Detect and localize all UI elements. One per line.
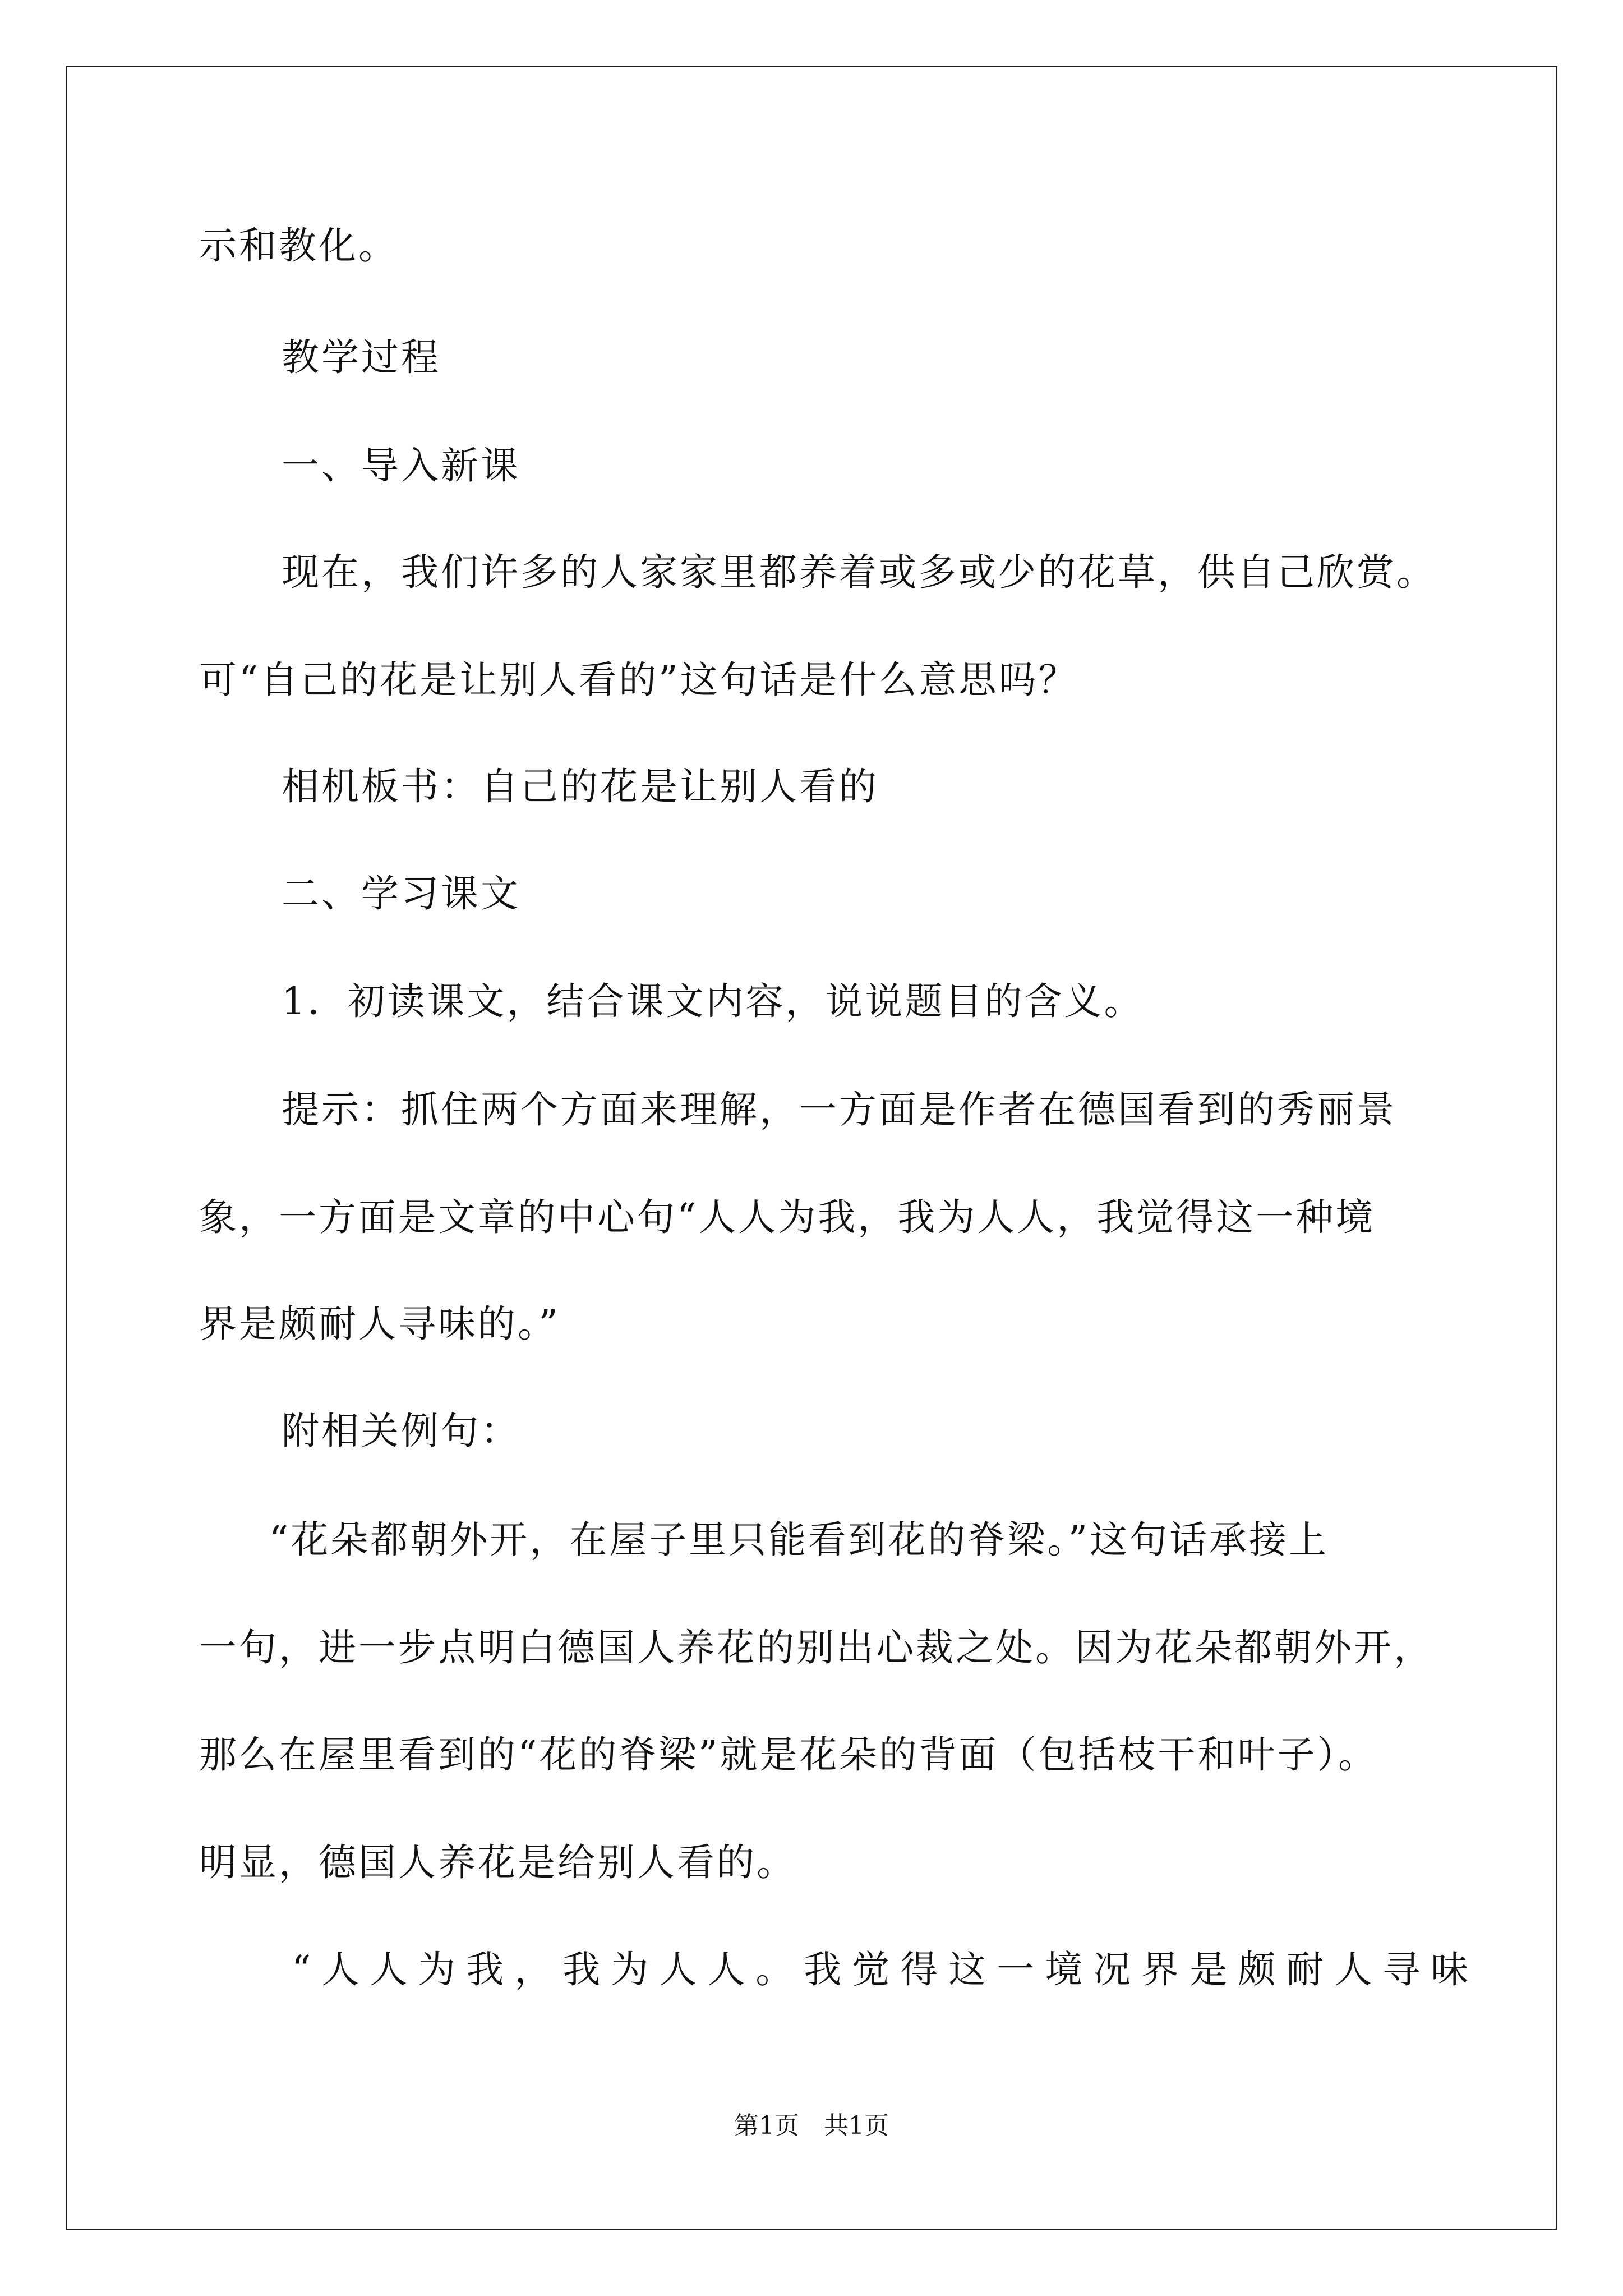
page-border	[66, 66, 1557, 2230]
section-heading: 教学过程	[282, 335, 441, 379]
text-line: 附相关例句：	[282, 1409, 520, 1453]
text-line: 明显，德国人养花是给别人看的。	[199, 1841, 796, 1884]
text-line: 现在，我们许多的人家家里都养着或多或少的花草，供自己欣赏。	[282, 550, 1436, 594]
text-line: 界是颇耐人寻味的。”	[199, 1302, 560, 1346]
text-line: 1．初读课文，结合课文内容，说说题目的含义。	[282, 979, 1144, 1023]
text-line: 象，一方面是文章的中心句“人人为我，我为人人，我觉得这一种境	[199, 1195, 1376, 1239]
page-footer: 第1页 共1页	[734, 2111, 889, 2140]
text-line: “花朵都朝外开，在屋子里只能看到花的脊梁。”这句话承接上	[269, 1518, 1329, 1562]
text-line: 相机板书：自己的花是让别人看的	[282, 765, 879, 808]
text-line: “人人为我，我为人人。我觉得这一境况界是颇耐人寻味	[292, 1948, 1479, 1991]
text-line: 可“自己的花是让别人看的”这句话是什么意思吗？	[199, 658, 1078, 702]
text-line: 一句，进一步点明白德国人养花的别出心裁之处。因为花朵都朝外开，	[199, 1626, 1433, 1669]
section-heading: 二、学习课文	[282, 872, 520, 915]
text-line: 那么在屋里看到的“花的脊梁”就是花朵的背面（包括枝干和叶子）。	[199, 1733, 1378, 1777]
text-line: 示和教化。	[199, 224, 398, 268]
text-line: 提示：抓住两个方面来理解，一方面是作者在德国看到的秀丽景	[282, 1088, 1396, 1131]
section-heading: 一、导入新课	[282, 444, 520, 487]
